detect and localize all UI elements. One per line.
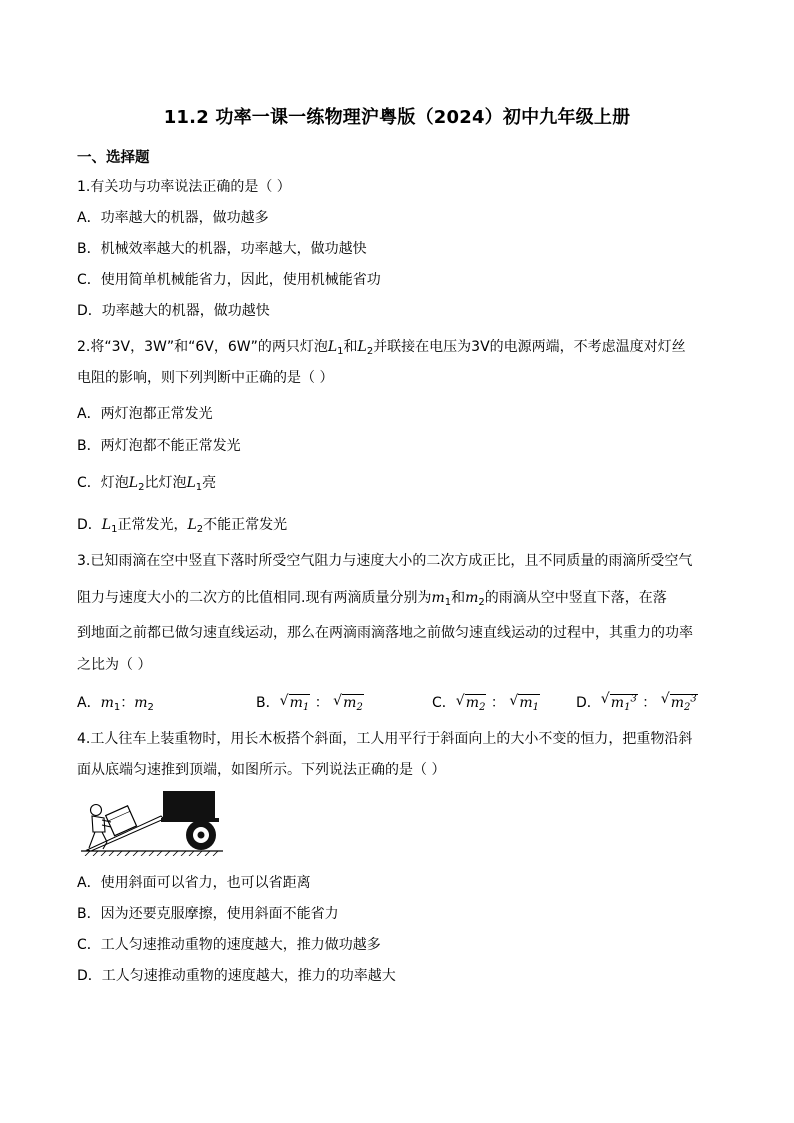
wheel-hub xyxy=(198,832,205,839)
q1-option-c: C．使用简单机械能省力，因此，使用机械能省功 xyxy=(77,272,381,288)
q3-option-d: D． √ $m_1^3$ ： √ $m_2^3$ xyxy=(576,691,697,713)
q1-option-d: D．功率越大的机器，做功越快 xyxy=(77,303,270,319)
q2-option-c: C．灯泡$L_2$比灯泡$L_1$亮 xyxy=(77,475,217,493)
q3-option-c: C． √ $m_2$ ： √ $m_1$ xyxy=(432,693,539,713)
q3-stem-line1: 3.已知雨滴在空中竖直下落时所受空气阻力与速度大小的二次方成正比，且不同质量的雨滴所受空气 xyxy=(77,553,693,569)
q2-option-a: A．两灯泡都正常发光 xyxy=(77,406,213,422)
q3-stem-line3: 到地面之前都已做匀速直线运动，那么在两滴雨滴落地之前做匀速直线运动的过程中，其重力的功率 xyxy=(77,625,693,641)
q2-stem-line1: 2.将“3V，3W”和“6V，6W”的两只灯泡$L_1$和$L_2$并联接在电压为3V的电源两端，不考虑温度对灯丝 xyxy=(77,339,686,357)
q1-option-b: B．机械效率越大的机器，功率越大，做功越快 xyxy=(77,241,367,257)
q4-stem-line2: 面从底端匀速推到顶端，如图所示。下列说法正确的是（ ） xyxy=(77,762,446,778)
q3-stem-line4: 之比为（ ） xyxy=(77,657,152,673)
q3-stem-line2: 阻力与速度大小的二次方的比值相同.现有两滴质量分别为$m_1$和$m_2$的雨滴从空中竖直下落，在落 xyxy=(77,590,667,608)
q1-stem: 1.有关功与功率说法正确的是（ ） xyxy=(77,179,291,195)
q4-stem-line1: 4.工人往车上装重物时，用长木板搭个斜面，工人用平行于斜面向上的大小不变的恒力，把重物沿斜 xyxy=(77,731,693,747)
cart-bed xyxy=(161,818,219,822)
q4-option-b: B．因为还要克服摩擦，使用斜面不能省力 xyxy=(77,906,339,922)
cart-body xyxy=(163,791,215,819)
section-heading: 一、选择题 xyxy=(77,150,150,166)
q2-option-b: B．两灯泡都不能正常发光 xyxy=(77,438,241,454)
q2-stem-line2: 电阻的影响，则下列判断中正确的是（ ） xyxy=(77,370,334,386)
q4-option-c: C．工人匀速推动重物的速度越大，推力做功越多 xyxy=(77,937,381,953)
q1-option-a: A．功率越大的机器，做功越多 xyxy=(77,210,269,226)
ground-hatching xyxy=(85,851,218,856)
q2-option-d: D．$L_1$正常发光，$L_2$不能正常发光 xyxy=(77,517,288,535)
q4-option-d: D．工人匀速推动重物的速度越大，推力的功率越大 xyxy=(77,968,396,984)
incline-cart-figure xyxy=(77,790,227,856)
q3-option-a: A．$m_1$：$m_2$ xyxy=(77,695,154,713)
q4-option-a: A．使用斜面可以省力，也可以省距离 xyxy=(77,875,311,891)
page-title: 11.2 功率一课一练物理沪粤版（2024）初中九年级上册 xyxy=(163,107,631,128)
q3-option-b: B． √ $m_1$ ： √ $m_2$ xyxy=(256,693,363,713)
